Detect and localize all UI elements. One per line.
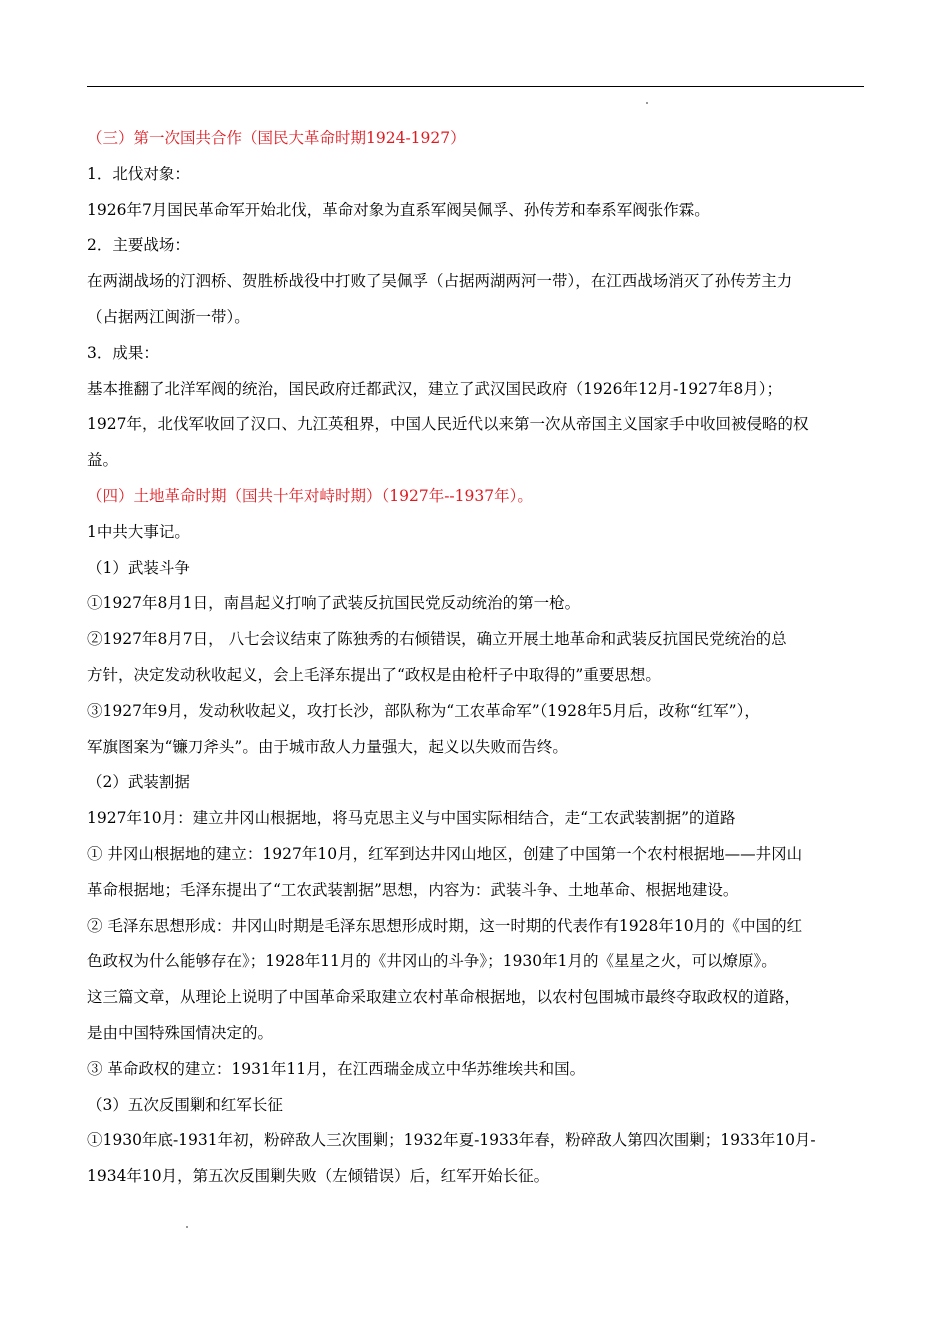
text-line: ② 毛泽东思想形成：井冈山时期是毛泽东思想形成时期，这一时期的代表作有1928年10月的《中国的红 xyxy=(87,916,803,935)
text-line: 1927年，北伐军收回了汉口、九江英租界，中国人民近代以来第一次从帝国主义国家手中收回被侵略的权 xyxy=(87,415,809,434)
text-line: （3）五次反围剿和红军长征 xyxy=(87,1095,283,1114)
text-line: 2．主要战场： xyxy=(87,236,190,255)
text-line: 1926年7月国民革命军开始北伐，革命对象为直系军阀吴佩孚、孙传芳和奉系军阀张作霖。 xyxy=(87,200,710,219)
text-line: 基本推翻了北洋军阀的统治，国民政府迁都武汉，建立了武汉国民政府（1926年12月-1927年8月）； xyxy=(87,379,782,398)
text-line: ①1927年8月1日，南昌起义打响了武装反抗国民党反动统治的第一枪。 xyxy=(87,594,581,613)
header-rule xyxy=(87,86,864,87)
decorative-dot xyxy=(186,1226,188,1228)
text-line: 在两湖战场的汀泗桥、贺胜桥战役中打败了吴佩孚（占据两湖两河一带），在江西战场消灭了孙传芳主力 xyxy=(87,272,793,291)
text-line: 益。 xyxy=(87,451,119,470)
section-heading: （四）土地革命时期（国共十年对峙时期）（1927年--1937年）。 xyxy=(87,486,533,505)
text-line: （2）武装割据 xyxy=(87,773,190,792)
text-line: 1934年10月，第五次反围剿失败（左倾错误）后，红军开始长征。 xyxy=(87,1167,550,1186)
text-line: ③ 革命政权的建立：1931年11月，在江西瑞金成立中华苏维埃共和国。 xyxy=(87,1059,586,1078)
text-line: 是由中国特殊国情决定的。 xyxy=(87,1023,274,1042)
text-line: ②1927年8月7日， 八七会议结束了陈独秀的右倾错误，确立开展土地革命和武装反抗国民党统治的总 xyxy=(87,630,787,649)
text-line: 革命根据地；毛泽东提出了“工农武装割据”思想，内容为：武装斗争、土地革命、根据地建设。 xyxy=(87,880,739,899)
text-line: 3．成果： xyxy=(87,343,159,362)
text-line: 1927年10月：建立井冈山根据地，将马克思主义与中国实际相结合，走“工农武装割据”的道路 xyxy=(87,809,736,828)
text-line: 这三篇文章，从理论上说明了中国革命采取建立农村革命根据地，以农村包围城市最终夺取政权的道路， xyxy=(87,988,801,1007)
text-line: 1中共大事记。 xyxy=(87,522,190,541)
text-line: ① 井冈山根据地的建立：1927年10月，红军到达井冈山地区，创建了中国第一个农村根据地——井冈山 xyxy=(87,844,803,863)
text-line: ①1930年底-1931年初，粉碎敌人三次围剿；1932年夏-1933年春，粉碎敌人第四次围剿；1933年10月- xyxy=(87,1131,816,1150)
text-line: 军旗图案为“镰刀斧头”。由于城市敌人力量强大，起义以失败而告终。 xyxy=(87,737,568,756)
text-line: ③1927年9月，发动秋收起义，攻打长沙，部队称为“工农革命军”（1928年5月后，改称“红军”）， xyxy=(87,701,760,720)
text-line: 色政权为什么能够存在》；1928年11月的《井冈山的斗争》；1930年1月的《星星之火，可以燎原》。 xyxy=(87,952,777,971)
text-line: （1）武装斗争 xyxy=(87,558,190,577)
decorative-dot xyxy=(646,102,648,104)
text-line: （占据两江闽浙一带）。 xyxy=(87,307,250,326)
section-heading: （三）第一次国共合作（国民大革命时期1924-1927） xyxy=(87,129,466,147)
text-line: 方针，决定发动秋收起义，会上毛泽东提出了“政权是由枪杆子中取得的”重要思想。 xyxy=(87,665,661,684)
document-body xyxy=(87,121,864,1195)
text-line: 1．北伐对象： xyxy=(87,164,190,183)
